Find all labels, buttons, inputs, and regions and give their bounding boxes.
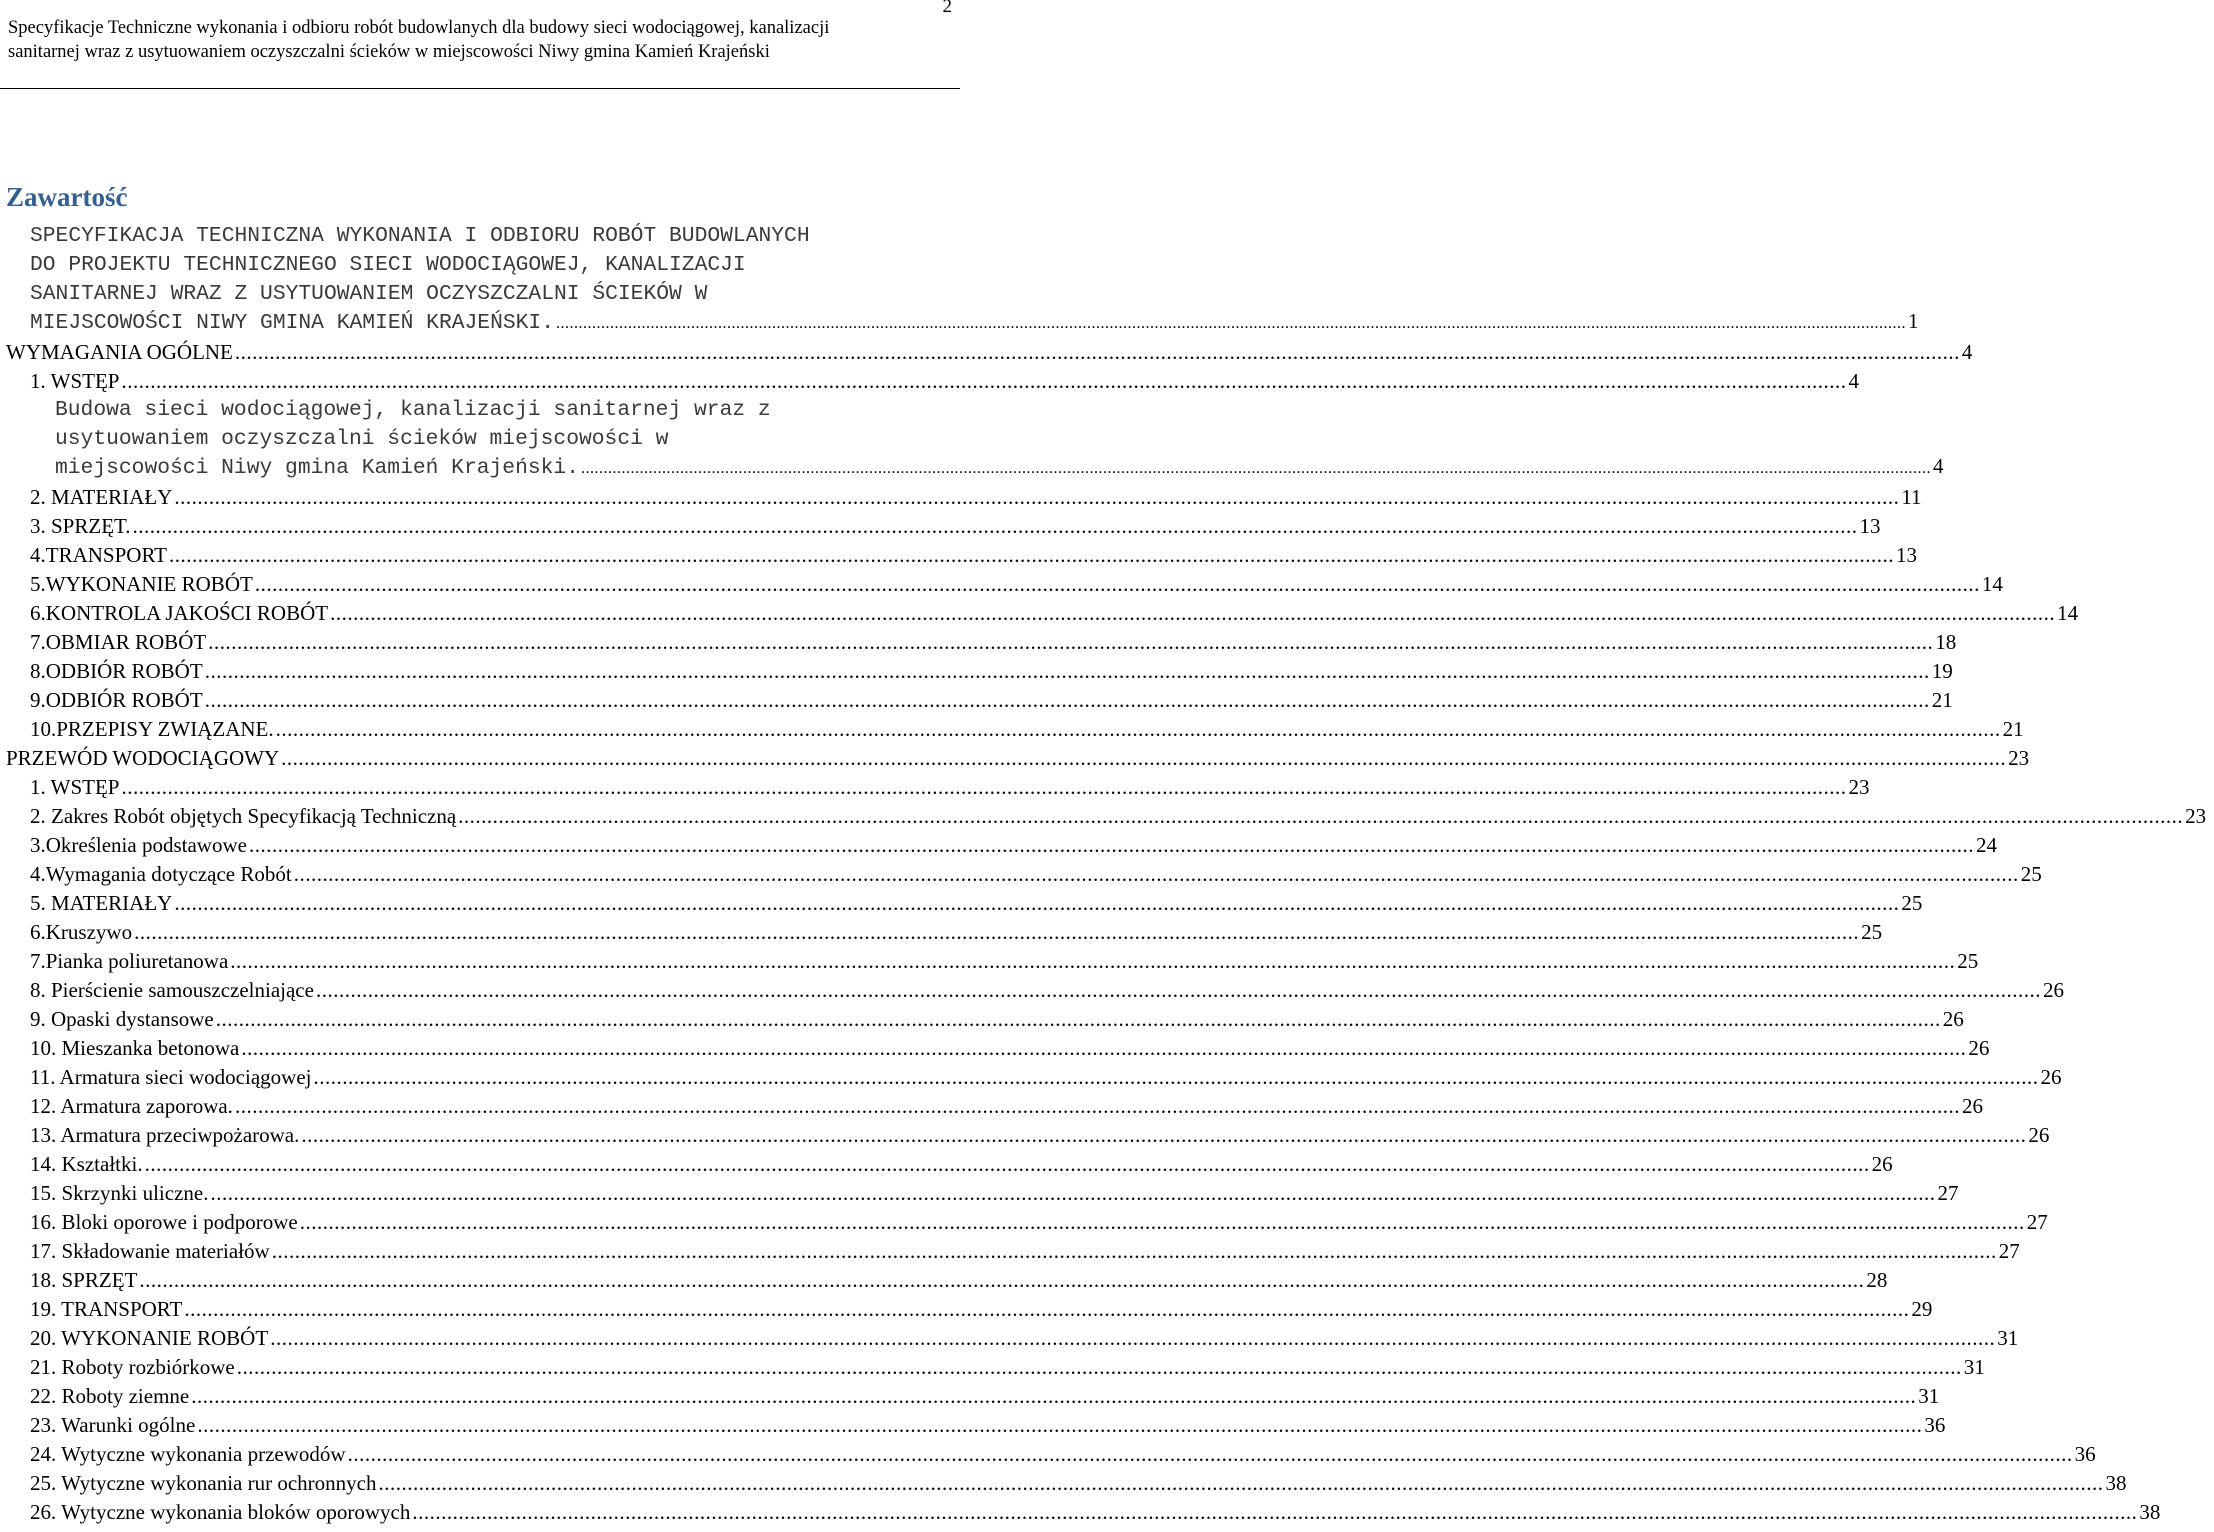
- toc-entry[interactable]: [0, 570, 2003, 599]
- toc-budowa-line: miejscowości Niwy gmina Kamień Krajeński.: [55, 456, 579, 480]
- toc-entry-text: 16. Bloki oporowe i podporowe: [30, 1210, 298, 1234]
- toc-entry[interactable]: [0, 1150, 1893, 1179]
- toc-entry-text: 13. Armatura przeciwpożarowa.: [30, 1123, 300, 1147]
- toc-entry[interactable]: [0, 541, 1918, 570]
- toc-entry[interactable]: [0, 1237, 2020, 1266]
- toc-entry-text: 12. Armatura zaporowa.: [30, 1094, 233, 1118]
- toc-page-number: 26: [2040, 1065, 2062, 1089]
- toc-intro-line: MIEJSCOWOŚCI NIWY GMINA KAMIEŃ KRAJEŃSKI.: [30, 311, 554, 335]
- toc-leader-dots: ............................................................................................................................................................................................................................................................................................................: [134, 920, 1860, 944]
- toc-leader-dots: ............................................................................................................................................................................................................................................................................................................: [208, 630, 1934, 654]
- toc-entry-text: 17. Składowanie materiałów: [30, 1239, 270, 1263]
- toc-leader-dots: ............................................................................................................................................................................................................................................................................................................: [313, 1065, 2039, 1089]
- toc-entry-text: 2. MATERIAŁY: [30, 485, 173, 509]
- toc-page-number: 26: [1871, 1152, 1893, 1176]
- toc-entry-text: 7.OBMIAR ROBÓT: [30, 630, 207, 654]
- toc-entry-wymagania[interactable]: [0, 338, 1973, 367]
- toc-page-number: 29: [1911, 1297, 1933, 1321]
- toc-entry-text: 19. TRANSPORT: [30, 1297, 183, 1321]
- toc-leader-dots: ............................................................................................................................................................................................................................................................................................................: [241, 1036, 1967, 1060]
- page-header: [0, 0, 960, 89]
- toc-entry[interactable]: [0, 715, 2024, 744]
- toc-page-number: 21: [2002, 717, 2024, 741]
- toc-entry[interactable]: [0, 1092, 1983, 1121]
- toc-leader-dots: ............................................................................................................................................................................................................................................................................................................: [556, 315, 1906, 332]
- toc-entry[interactable]: [0, 802, 2207, 831]
- toc-entry[interactable]: [0, 1063, 2062, 1092]
- toc-leader-dots: ............................................................................................................................................................................................................................................................................................................: [174, 485, 1900, 509]
- toc-intro-line: DO PROJEKTU TECHNICZNEGO SIECI WODOCIĄGOWEJ, KANALIZACJI: [30, 253, 746, 277]
- toc-page-number: 21: [1931, 688, 1953, 712]
- toc-budowa-line: usytuowaniem oczyszczalni ścieków miejscowości w: [55, 427, 669, 451]
- toc-entry-text: 1. WSTĘP: [30, 775, 120, 799]
- toc-leader-dots: ............................................................................................................................................................................................................................................................................................................: [144, 1152, 1870, 1176]
- toc-page-number: 25: [1861, 920, 1883, 944]
- toc-entry-text: 4.Wymagania dotyczące Robót: [30, 862, 292, 886]
- toc-entry-text: 5.WYKONANIE ROBÓT: [30, 572, 253, 596]
- toc-entry[interactable]: [0, 1498, 2161, 1527]
- toc-page-number: 14: [2057, 601, 2079, 625]
- toc-leader-dots: ............................................................................................................................................................................................................................................................................................................: [230, 949, 1956, 973]
- toc-leader-dots: ............................................................................................................................................................................................................................................................................................................: [581, 460, 1931, 477]
- toc-leader-dots: ............................................................................................................................................................................................................................................................................................................: [204, 688, 1930, 712]
- toc-leader-dots: ............................................................................................................................................................................................................................................................................................................: [293, 862, 2019, 886]
- toc-entry-text: PRZEWÓD WODOCIĄGOWY: [6, 746, 280, 770]
- toc-page-number: 11: [1901, 485, 1922, 509]
- toc-entry-text: 14. Kształtki.: [30, 1152, 143, 1176]
- toc-entry-text: 10. Mieszanka betonowa: [30, 1036, 240, 1060]
- toc-entry-budowa[interactable]: [0, 396, 1944, 483]
- toc-leader-dots: ............................................................................................................................................................................................................................................................................................................: [236, 1355, 1962, 1379]
- toc-entry-text: 2. Zakres Robót objętych Specyfikacją Techniczną: [30, 804, 457, 828]
- toc-leader-dots: ............................................................................................................................................................................................................................................................................................................: [270, 1326, 1996, 1350]
- toc-entry[interactable]: [0, 1382, 1940, 1411]
- toc-entry-text: 25. Wytyczne wykonania rur ochronnych: [30, 1471, 377, 1495]
- toc-leader-dots: ............................................................................................................................................................................................................................................................................................................: [210, 1181, 1936, 1205]
- toc-page-number: 26: [2042, 978, 2064, 1002]
- toc-leader-dots: ............................................................................................................................................................................................................................................................................................................: [215, 1007, 1941, 1031]
- toc-page-number: 28: [1866, 1268, 1888, 1292]
- toc-leader-dots: ............................................................................................................................................................................................................................................................................................................: [281, 746, 2007, 770]
- toc-entry[interactable]: [0, 1295, 1933, 1324]
- toc-leader-dots: ............................................................................................................................................................................................................................................................................................................: [315, 978, 2041, 1002]
- toc-entry[interactable]: [0, 1034, 1990, 1063]
- toc-leader-dots: ............................................................................................................................................................................................................................................................................................................: [121, 775, 1847, 799]
- toc-entry-text: 8.ODBIÓR ROBÓT: [30, 659, 203, 683]
- toc-leader-dots: ............................................................................................................................................................................................................................................................................................................: [412, 1500, 2138, 1524]
- toc-entry[interactable]: [0, 1411, 1946, 1440]
- toc-page-number: 4: [1848, 369, 1859, 393]
- toc-leader-dots: ............................................................................................................................................................................................................................................................................................................: [139, 1268, 1865, 1292]
- toc-page-number: 31: [1997, 1326, 2019, 1350]
- page-number: 2: [942, 0, 952, 17]
- toc-entry[interactable]: [0, 744, 2030, 773]
- toc-leader-dots: ............................................................................................................................................................................................................................................................................................................: [378, 1471, 2104, 1495]
- toc-entry-text: 5. MATERIAŁY: [30, 891, 173, 915]
- toc-leader-dots: ............................................................................................................................................................................................................................................................................................................: [254, 572, 1980, 596]
- toc-entry[interactable]: [0, 947, 1979, 976]
- toc-entry[interactable]: [0, 918, 1883, 947]
- toc-entry-list: [0, 483, 2207, 1527]
- toc-page-number: 27: [1937, 1181, 1959, 1205]
- header-line-1: Specyfikacje Techniczne wykonania i odbioru robót budowlanych dla budowy sieci wodociągowej, kanalizacji: [8, 18, 830, 38]
- toc-entry[interactable]: [0, 1469, 2127, 1498]
- toc-page-number: 13: [1896, 543, 1918, 567]
- toc-entry[interactable]: [0, 860, 2042, 889]
- toc-entry[interactable]: [0, 483, 1922, 512]
- toc-entry[interactable]: [0, 599, 2079, 628]
- toc-page-number: 23: [1848, 775, 1870, 799]
- toc-leader-dots: ............................................................................................................................................................................................................................................................................................................: [301, 1123, 2027, 1147]
- toc-leader-dots: ............................................................................................................................................................................................................................................................................................................: [234, 1094, 1960, 1118]
- toc-intro-line: SANITARNEJ WRAZ Z USYTUOWANIEM OCZYSZCZALNI ŚCIEKÓW W: [30, 282, 708, 306]
- toc-leader-dots: ............................................................................................................................................................................................................................................................................................................: [132, 514, 1858, 538]
- toc-page-number: 31: [1963, 1355, 1985, 1379]
- toc-title: Zawartość: [6, 182, 128, 212]
- toc-entry[interactable]: [0, 1440, 2096, 1469]
- toc-leader-dots: ............................................................................................................................................................................................................................................................................................................: [204, 659, 1930, 683]
- toc-entry[interactable]: [0, 1324, 2019, 1353]
- toc-page-number: 27: [1998, 1239, 2020, 1263]
- toc-entry-text: 26. Wytyczne wykonania bloków oporowych: [30, 1500, 411, 1524]
- toc-page-number: 36: [2074, 1442, 2096, 1466]
- toc-leader-dots: ............................................................................................................................................................................................................................................................................................................: [299, 1210, 2025, 1234]
- toc-page-number: 25: [1901, 891, 1923, 915]
- table-of-contents: [0, 222, 2207, 1527]
- toc-page-number: 24: [1975, 833, 1997, 857]
- toc-entry-text: 8. Pierścienie samouszczelniające: [30, 978, 314, 1002]
- toc-entry[interactable]: [0, 831, 1997, 860]
- toc-entry[interactable]: [0, 1179, 1959, 1208]
- toc-entry[interactable]: [0, 1005, 1964, 1034]
- toc-leader-dots: ............................................................................................................................................................................................................................................................................................................: [121, 369, 1847, 393]
- toc-entry-text: 9.ODBIÓR ROBÓT: [30, 688, 203, 712]
- toc-entry-text: 21. Roboty rozbiórkowe: [30, 1355, 235, 1379]
- toc-page-number: 23: [2185, 804, 2207, 828]
- toc-entry-text: 7.Pianka poliuretanowa: [30, 949, 229, 973]
- toc-page-number: 23: [2008, 746, 2030, 770]
- toc-page-number: 26: [1942, 1007, 1964, 1031]
- toc-entry-text: 22. Roboty ziemne: [30, 1384, 190, 1408]
- toc-intro-line: SPECYFIKACJA TECHNICZNA WYKONANIA I ODBIORU ROBÓT BUDOWLANYCH: [30, 224, 810, 248]
- toc-leader-dots: ............................................................................................................................................................................................................................................................................................................: [169, 543, 1895, 567]
- toc-page-number: 13: [1859, 514, 1881, 538]
- toc-page-number: 26: [2028, 1123, 2050, 1147]
- header-line-2: sanitarnej wraz z usytuowaniem oczyszczalni ścieków w miejscowości Niwy gmina Kamień Krajeński: [8, 42, 770, 62]
- toc-page-number: 4: [1961, 340, 1973, 364]
- toc-page-number: 18: [1935, 630, 1957, 654]
- toc-leader-dots: ............................................................................................................................................................................................................................................................................................................: [197, 1413, 1923, 1437]
- toc-page-number: 38: [2139, 1500, 2161, 1524]
- toc-page-number: 27: [2026, 1210, 2048, 1234]
- toc-entry-text: 4.TRANSPORT: [30, 543, 168, 567]
- toc-entry-text: 18. SPRZĘT: [30, 1268, 138, 1292]
- toc-entry-text: 3. SPRZĘT.: [30, 514, 131, 538]
- toc-leader-dots: ............................................................................................................................................................................................................................................................................................................: [271, 1239, 1997, 1263]
- toc-page-number: 19: [1931, 659, 1953, 683]
- toc-entry-text: 9. Opaski dystansowe: [30, 1007, 214, 1031]
- toc-entry-text: 1. WSTĘP: [30, 369, 120, 393]
- toc-entry-text: 20. WYKONANIE ROBÓT: [30, 1326, 269, 1350]
- toc-entry[interactable]: [0, 1353, 1985, 1382]
- toc-entry-text: 15. Skrzynki uliczne.: [30, 1181, 209, 1205]
- toc-page-number: 26: [1961, 1094, 1983, 1118]
- toc-entry[interactable]: [0, 657, 1953, 686]
- toc-leader-dots: ............................................................................................................................................................................................................................................................................................................: [248, 833, 1974, 857]
- toc-page-number: 38: [2105, 1471, 2127, 1495]
- toc-page-number: 26: [1968, 1036, 1990, 1060]
- toc-leader-dots: ............................................................................................................................................................................................................................................................................................................: [458, 804, 2184, 828]
- toc-entry[interactable]: [0, 1266, 1888, 1295]
- toc-entry-text: 24. Wytyczne wykonania przewodów: [30, 1442, 346, 1466]
- toc-entry-text: 6.Kruszywo: [30, 920, 133, 944]
- toc-entry[interactable]: [0, 889, 1923, 918]
- toc-leader-dots: ............................................................................................................................................................................................................................................................................................................: [275, 717, 2001, 741]
- toc-entry[interactable]: [0, 628, 1957, 657]
- toc-leader-dots: ............................................................................................................................................................................................................................................................................................................: [191, 1384, 1917, 1408]
- toc-page-number: 14: [1981, 572, 2003, 596]
- toc-entry-text: 6.KONTROLA JAKOŚCI ROBÓT: [30, 601, 329, 625]
- toc-entry-text: 23. Warunki ogólne: [30, 1413, 196, 1437]
- toc-entry[interactable]: [0, 686, 1953, 715]
- toc-entry[interactable]: [0, 1121, 2050, 1150]
- toc-entry-text: WYMAGANIA OGÓLNE: [6, 340, 233, 364]
- toc-entry-text: 11. Armatura sieci wodociągowej: [30, 1065, 312, 1089]
- toc-page-number: 25: [1957, 949, 1979, 973]
- toc-entry-text: 10.PRZEPISY ZWIĄZANE.: [30, 717, 274, 741]
- toc-page-number: 25: [2020, 862, 2042, 886]
- toc-entry[interactable]: [0, 976, 2064, 1005]
- toc-entry[interactable]: [0, 773, 1870, 802]
- toc-page-number: 31: [1918, 1384, 1940, 1408]
- toc-entry[interactable]: [0, 512, 1881, 541]
- toc-leader-dots: ............................................................................................................................................................................................................................................................................................................: [330, 601, 2056, 625]
- toc-budowa-line: Budowa sieci wodociągowej, kanalizacji sanitarnej wraz z: [55, 398, 771, 422]
- toc-page-number: 1: [1908, 309, 1919, 333]
- toc-leader-dots: ............................................................................................................................................................................................................................................................................................................: [347, 1442, 2073, 1466]
- toc-entry-wstep[interactable]: [0, 367, 1859, 396]
- toc-page-number: 4: [1933, 454, 1944, 478]
- toc-leader-dots: ............................................................................................................................................................................................................................................................................................................: [234, 340, 1960, 364]
- toc-entry[interactable]: [0, 1208, 2048, 1237]
- toc-entry-text: 3.Określenia podstawowe: [30, 833, 247, 857]
- toc-page-number: 36: [1924, 1413, 1946, 1437]
- toc-leader-dots: ............................................................................................................................................................................................................................................................................................................: [184, 1297, 1910, 1321]
- toc-entry-intro[interactable]: [0, 222, 1919, 338]
- toc-leader-dots: ............................................................................................................................................................................................................................................................................................................: [174, 891, 1900, 915]
